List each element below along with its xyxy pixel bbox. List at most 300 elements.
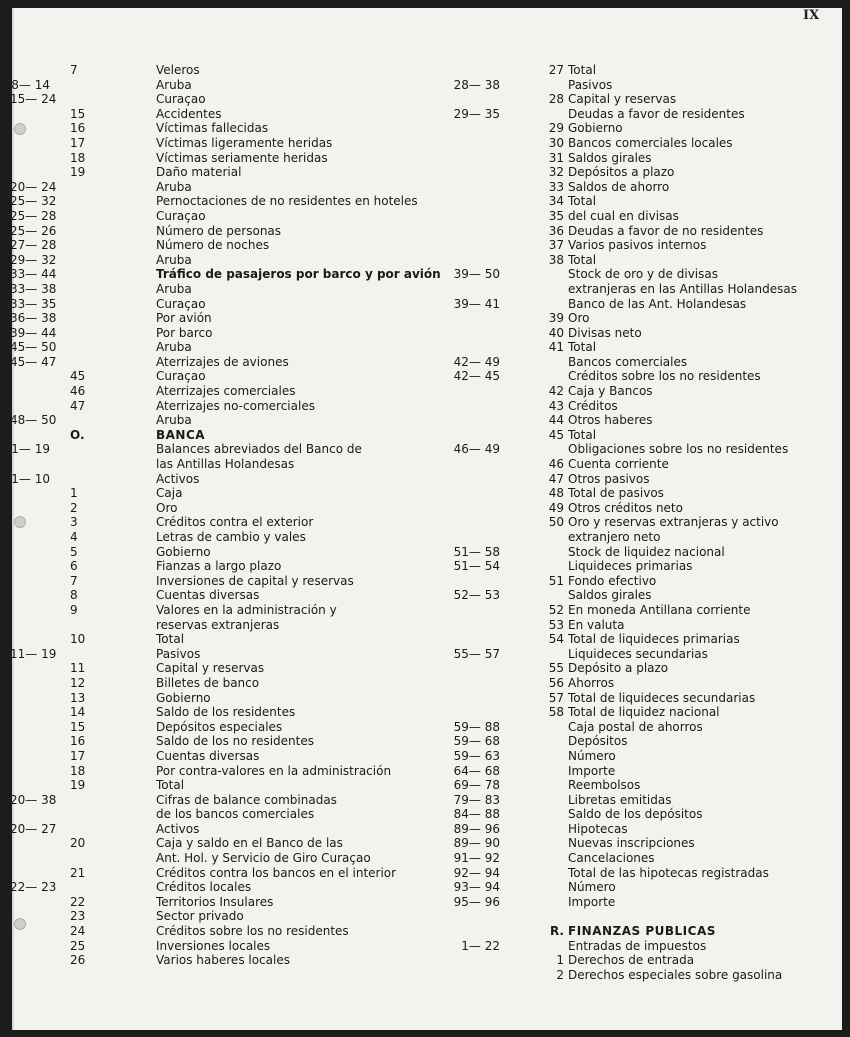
entry-number: 12 bbox=[70, 675, 86, 690]
entry-number: 21 bbox=[70, 865, 86, 880]
index-entry bbox=[10, 107, 450, 122]
entry-label: Aruba bbox=[156, 77, 192, 92]
entry-number: 48 bbox=[548, 486, 564, 501]
entry-label: Liquideces secundarias bbox=[568, 646, 708, 661]
index-entry bbox=[450, 647, 820, 662]
entry-label: Total bbox=[156, 632, 185, 647]
entry-range: 42— 49 bbox=[453, 354, 500, 369]
index-entry bbox=[450, 297, 820, 312]
entry-number: 18 bbox=[70, 763, 86, 778]
index-entry bbox=[450, 676, 820, 691]
entry-label: Inversiones de capital y reservas bbox=[156, 573, 354, 588]
index-entry bbox=[10, 297, 450, 312]
index-entry bbox=[450, 705, 820, 720]
entry-label: Otros pasivos bbox=[568, 471, 650, 486]
entry-label: Depósitos bbox=[568, 734, 628, 749]
index-entry bbox=[10, 194, 450, 209]
index-entry bbox=[450, 384, 820, 399]
entry-range: 27— 28 bbox=[10, 238, 57, 253]
entry-number: 29 bbox=[548, 121, 564, 136]
entry-label: Ant. Hol. y Servicio de Giro Curaçao bbox=[156, 851, 371, 866]
entry-label: Depósitos a plazo bbox=[568, 165, 675, 180]
entry-number: 30 bbox=[548, 135, 564, 150]
index-entry bbox=[450, 413, 820, 428]
index-column-left bbox=[10, 63, 450, 968]
entry-label: Pasivos bbox=[156, 646, 201, 661]
index-entry bbox=[10, 384, 450, 399]
entry-number: 37 bbox=[548, 238, 564, 253]
index-entry bbox=[450, 107, 820, 122]
index-entry bbox=[450, 457, 820, 472]
index-entry bbox=[10, 851, 450, 866]
entry-label: Banco de las Ant. Holandesas bbox=[568, 296, 747, 311]
index-entry bbox=[10, 545, 450, 560]
index-entry bbox=[10, 676, 450, 691]
entry-range: 39— 41 bbox=[453, 296, 500, 311]
index-entry bbox=[10, 224, 450, 239]
entry-number: 1 bbox=[70, 486, 78, 501]
index-entry bbox=[450, 720, 820, 735]
entry-label: Stock de oro y de divisas bbox=[568, 267, 718, 282]
index-entry bbox=[10, 822, 450, 837]
entry-number: 13 bbox=[70, 690, 86, 705]
entry-label: Veleros bbox=[156, 63, 200, 77]
index-entry bbox=[450, 866, 820, 881]
entry-number: 19 bbox=[70, 165, 86, 180]
entry-number: 53 bbox=[548, 617, 564, 632]
entry-label: Total bbox=[568, 63, 597, 77]
entry-number: 4 bbox=[70, 530, 78, 544]
index-entry bbox=[450, 486, 820, 501]
entry-label: Por contra-valores en la administración bbox=[156, 763, 392, 778]
entry-number: 49 bbox=[548, 500, 564, 515]
index-entry bbox=[10, 63, 450, 78]
entry-label: Total bbox=[568, 252, 597, 267]
entry-number: 5 bbox=[70, 544, 78, 559]
entry-label: Aruba bbox=[156, 281, 192, 296]
entry-label: Divisas neto bbox=[568, 325, 642, 340]
index-entry bbox=[450, 880, 820, 895]
entry-range: 84— 88 bbox=[453, 807, 500, 822]
index-entry bbox=[450, 764, 820, 779]
index-entry bbox=[450, 895, 820, 910]
entry-label: Saldos girales bbox=[568, 150, 652, 165]
entry-label: Tráfico de pasajeros por barco y por avión bbox=[156, 267, 441, 282]
index-entry bbox=[450, 121, 820, 136]
entry-number: 41 bbox=[548, 340, 564, 355]
index-entry bbox=[10, 953, 450, 968]
index-entry bbox=[10, 632, 450, 647]
index-entry bbox=[10, 253, 450, 268]
entry-range: 1— 22 bbox=[461, 938, 500, 953]
entry-label: Créditos contra el exterior bbox=[156, 515, 314, 530]
entry-label: Capital y reservas bbox=[568, 92, 677, 107]
entry-label: Deudas a favor de no residentes bbox=[568, 223, 764, 238]
entry-label: Curaçao bbox=[156, 92, 206, 107]
entry-label: Caja bbox=[156, 486, 183, 501]
entry-label: Caja y saldo en el Banco de las bbox=[156, 836, 343, 851]
entry-range: 29— 32 bbox=[10, 252, 57, 267]
entry-label: Importe bbox=[568, 763, 616, 778]
entry-range: 1— 10 bbox=[11, 471, 50, 486]
entry-label: Nuevas inscripciones bbox=[568, 836, 695, 851]
index-entry bbox=[450, 92, 820, 107]
index-entry bbox=[450, 574, 820, 589]
index-entry bbox=[450, 428, 820, 443]
entry-label: Bancos comerciales locales bbox=[568, 135, 733, 150]
entry-number: 9 bbox=[70, 602, 78, 617]
entry-label: Número bbox=[568, 880, 616, 895]
entry-range: 20— 38 bbox=[10, 792, 57, 807]
index-entry bbox=[10, 136, 450, 151]
index-entry bbox=[10, 486, 450, 501]
entry-number: 47 bbox=[548, 471, 564, 486]
entry-label: Saldos girales bbox=[568, 588, 652, 603]
entry-label: Territorios Insulares bbox=[156, 894, 274, 909]
index-entry bbox=[10, 924, 450, 939]
index-entry bbox=[10, 472, 450, 487]
entry-label: Aterrizajes no-comerciales bbox=[156, 398, 315, 413]
index-entry bbox=[10, 559, 450, 574]
entry-range: 51— 58 bbox=[453, 544, 500, 559]
entry-range: 89— 96 bbox=[453, 821, 500, 836]
entry-number: 45 bbox=[548, 427, 564, 442]
index-entry bbox=[10, 282, 450, 297]
entry-number: 46 bbox=[70, 384, 86, 399]
entry-label: Pasivos bbox=[568, 77, 613, 92]
entry-label: Letras de cambio y vales bbox=[156, 530, 306, 544]
index-entry bbox=[450, 63, 820, 78]
index-entry bbox=[10, 909, 450, 924]
entry-label: Curaçao bbox=[156, 369, 206, 384]
index-entry bbox=[450, 442, 820, 457]
entry-number: O. bbox=[70, 427, 85, 442]
entry-label: Stock de liquidez nacional bbox=[568, 544, 725, 559]
entry-number: 23 bbox=[70, 909, 86, 924]
index-entry bbox=[10, 369, 450, 384]
entry-label: Créditos bbox=[568, 398, 618, 413]
entry-label: Fondo efectivo bbox=[568, 573, 657, 588]
index-entry bbox=[450, 340, 820, 355]
index-entry bbox=[10, 457, 450, 472]
entry-range: 8— 14 bbox=[11, 77, 50, 92]
index-entry bbox=[450, 588, 820, 603]
entry-label: Balances abreviados del Banco de bbox=[156, 442, 362, 457]
index-entry bbox=[450, 311, 820, 326]
entry-label: Créditos locales bbox=[156, 880, 252, 895]
entry-number: 51 bbox=[548, 573, 564, 588]
entry-range: 93— 94 bbox=[453, 880, 500, 895]
section-heading bbox=[450, 924, 820, 939]
entry-number: 11 bbox=[70, 661, 86, 676]
entry-range: 59— 63 bbox=[453, 748, 500, 763]
entry-label: FINANZAS PUBLICAS bbox=[568, 924, 716, 939]
entry-label: Aterrizajes comerciales bbox=[156, 384, 296, 399]
entry-label: Derechos de entrada bbox=[568, 953, 695, 968]
index-entry bbox=[10, 311, 450, 326]
index-entry bbox=[10, 151, 450, 166]
entry-number: 55 bbox=[548, 661, 564, 676]
entry-label: Libretas emitidas bbox=[568, 792, 672, 807]
entry-label: Cuenta corriente bbox=[568, 457, 669, 472]
index-entry bbox=[450, 326, 820, 341]
entry-label: Oro bbox=[568, 311, 590, 326]
index-entry bbox=[450, 399, 820, 414]
index-entry bbox=[10, 413, 450, 428]
entry-range: 59— 88 bbox=[453, 719, 500, 734]
entry-range: 51— 54 bbox=[453, 559, 500, 574]
entry-number: 35 bbox=[548, 208, 564, 223]
index-entry bbox=[10, 866, 450, 881]
entry-number: 27 bbox=[548, 63, 564, 77]
index-entry bbox=[450, 939, 820, 954]
entry-range: 95— 96 bbox=[453, 894, 500, 909]
entry-label: Deudas a favor de residentes bbox=[568, 106, 745, 121]
entry-label: Aruba bbox=[156, 413, 192, 428]
entry-range: 55— 57 bbox=[453, 646, 500, 661]
entry-label: En moneda Antillana corriente bbox=[568, 602, 751, 617]
entry-range: 33— 35 bbox=[10, 296, 57, 311]
entry-label: Aruba bbox=[156, 340, 192, 355]
entry-number: 18 bbox=[70, 150, 86, 165]
entry-number: 7 bbox=[70, 63, 78, 77]
entry-number: 6 bbox=[70, 559, 78, 574]
index-entry bbox=[10, 340, 450, 355]
entry-number: 42 bbox=[548, 384, 564, 399]
entry-label: Total bbox=[568, 194, 597, 209]
index-entry bbox=[450, 194, 820, 209]
index-entry bbox=[450, 369, 820, 384]
entry-label: Pernoctaciones de no residentes en hoteles bbox=[156, 194, 418, 209]
index-entry bbox=[10, 78, 450, 93]
index-entry bbox=[450, 793, 820, 808]
index-entry bbox=[10, 691, 450, 706]
entry-number: 32 bbox=[548, 165, 564, 180]
entry-label: Cancelaciones bbox=[568, 851, 655, 866]
entry-label: Total de liquidez nacional bbox=[568, 705, 720, 720]
entry-range: 20— 24 bbox=[10, 179, 57, 194]
entry-label: En valuta bbox=[568, 617, 625, 632]
index-entry bbox=[10, 720, 450, 735]
entry-number: 50 bbox=[548, 515, 564, 530]
entry-range: 33— 44 bbox=[10, 267, 57, 282]
entry-number: 14 bbox=[70, 705, 86, 720]
entry-number: 43 bbox=[548, 398, 564, 413]
entry-range: 29— 35 bbox=[453, 106, 500, 121]
entry-label: Total bbox=[568, 427, 597, 442]
entry-number: 25 bbox=[70, 938, 86, 953]
entry-label: Total bbox=[156, 778, 185, 793]
entry-label: Número bbox=[568, 748, 616, 763]
index-entry bbox=[450, 836, 820, 851]
index-entry bbox=[450, 807, 820, 822]
entry-number: 45 bbox=[70, 369, 86, 384]
index-entry bbox=[10, 778, 450, 793]
entry-number: 56 bbox=[548, 675, 564, 690]
index-entry bbox=[10, 895, 450, 910]
entry-label: Número de noches bbox=[156, 238, 270, 253]
entry-number: 46 bbox=[548, 457, 564, 472]
entry-label: Curaçao bbox=[156, 208, 206, 223]
index-entry bbox=[10, 734, 450, 749]
entry-label: Créditos sobre los no residentes bbox=[156, 924, 349, 939]
entry-label: las Antillas Holandesas bbox=[156, 457, 295, 472]
entry-label: Derechos especiales sobre gasolina bbox=[568, 967, 783, 982]
index-entry bbox=[450, 282, 820, 297]
index-entry bbox=[10, 939, 450, 954]
entry-range: 25— 26 bbox=[10, 223, 57, 238]
entry-label: BANCA bbox=[156, 427, 206, 442]
entry-label: Curaçao bbox=[156, 296, 206, 311]
entry-label: Billetes de banco bbox=[156, 675, 260, 690]
index-entry bbox=[450, 545, 820, 560]
entry-label: Gobierno bbox=[156, 690, 211, 705]
index-entry bbox=[450, 953, 820, 968]
entry-label: Saldo de los depósitos bbox=[568, 807, 703, 822]
entry-range: 42— 45 bbox=[453, 369, 500, 384]
entry-range: 91— 92 bbox=[453, 851, 500, 866]
entry-range: 33— 38 bbox=[10, 281, 57, 296]
entry-number: 24 bbox=[70, 924, 86, 939]
page-number: IX bbox=[803, 8, 820, 23]
section-heading bbox=[10, 428, 450, 443]
index-entry bbox=[450, 603, 820, 618]
entry-label: Total de pasivos bbox=[568, 486, 664, 501]
entry-number: 3 bbox=[70, 515, 78, 530]
entry-number: 31 bbox=[548, 150, 564, 165]
entry-range: 79— 83 bbox=[453, 792, 500, 807]
index-entry bbox=[450, 559, 820, 574]
entry-number: 40 bbox=[548, 325, 564, 340]
entry-label: Víctimas fallecidas bbox=[156, 121, 269, 136]
entry-range: 28— 38 bbox=[453, 77, 500, 92]
entry-number: 47 bbox=[70, 398, 86, 413]
index-entry bbox=[10, 92, 450, 107]
entry-range: 89— 90 bbox=[453, 836, 500, 851]
entry-label: del cual en divisas bbox=[568, 208, 679, 223]
entry-label: Saldo de los residentes bbox=[156, 705, 296, 720]
index-entry bbox=[450, 734, 820, 749]
entry-range: 36— 38 bbox=[10, 311, 57, 326]
entry-label: Importe bbox=[568, 894, 616, 909]
entry-label: Víctimas ligeramente heridas bbox=[156, 135, 333, 150]
entry-range: 46— 49 bbox=[453, 442, 500, 457]
entry-number: 2 bbox=[70, 500, 78, 515]
entry-label: Por barco bbox=[156, 325, 213, 340]
entry-number: 22 bbox=[70, 894, 86, 909]
index-entry bbox=[10, 647, 450, 662]
entry-label: Ahorros bbox=[568, 675, 615, 690]
entry-number: 15 bbox=[70, 719, 86, 734]
index-entry bbox=[10, 764, 450, 779]
index-entry bbox=[10, 165, 450, 180]
entry-label: Depósito a plazo bbox=[568, 661, 669, 676]
index-entry bbox=[450, 778, 820, 793]
index-entry bbox=[10, 661, 450, 676]
entry-range: 69— 78 bbox=[453, 778, 500, 793]
index-entry bbox=[450, 822, 820, 837]
index-entry bbox=[450, 253, 820, 268]
entry-number: 39 bbox=[548, 311, 564, 326]
entry-range: 92— 94 bbox=[453, 865, 500, 880]
index-entry bbox=[450, 472, 820, 487]
entry-label: Varios pasivos internos bbox=[568, 238, 707, 253]
index-entry bbox=[450, 632, 820, 647]
index-entry bbox=[450, 909, 820, 924]
entry-number: 54 bbox=[548, 632, 564, 647]
index-entry bbox=[10, 880, 450, 895]
index-entry bbox=[450, 691, 820, 706]
index-entry bbox=[450, 968, 820, 983]
index-entry bbox=[10, 238, 450, 253]
index-entry bbox=[10, 515, 450, 530]
entry-range: 64— 68 bbox=[453, 763, 500, 778]
index-entry bbox=[450, 151, 820, 166]
index-entry bbox=[450, 515, 820, 530]
index-entry bbox=[10, 603, 450, 618]
entry-label: Cuentas diversas bbox=[156, 588, 260, 603]
entry-label: Caja y Bancos bbox=[568, 384, 653, 399]
entry-label: Número de personas bbox=[156, 223, 282, 238]
entry-label: Otros créditos neto bbox=[568, 500, 683, 515]
entry-label: Saldo de los no residentes bbox=[156, 734, 314, 749]
entry-label: de los bancos comerciales bbox=[156, 807, 315, 822]
entry-range: 1— 19 bbox=[11, 442, 50, 457]
entry-number: 10 bbox=[70, 632, 86, 647]
index-entry bbox=[450, 224, 820, 239]
entry-number: 38 bbox=[548, 252, 564, 267]
entry-range: 25— 28 bbox=[10, 208, 57, 223]
index-entry bbox=[450, 136, 820, 151]
entry-label: Total de las hipotecas registradas bbox=[568, 865, 769, 880]
entry-label: Cuentas diversas bbox=[156, 748, 260, 763]
entry-label: reservas extranjeras bbox=[156, 617, 280, 632]
entry-label: Obligaciones sobre los no residentes bbox=[568, 442, 789, 457]
entry-number: 19 bbox=[70, 778, 86, 793]
entry-label: Caja postal de ahorros bbox=[568, 719, 703, 734]
entry-label: Capital y reservas bbox=[156, 661, 265, 676]
entry-range: 48— 50 bbox=[10, 413, 57, 428]
entry-range: 39— 50 bbox=[453, 267, 500, 282]
index-entry bbox=[10, 209, 450, 224]
entry-label: Hipotecas bbox=[568, 821, 628, 836]
index-entry bbox=[450, 661, 820, 676]
entry-label: extranjero neto bbox=[568, 530, 661, 544]
entry-number: 16 bbox=[70, 734, 86, 749]
entry-label: Oro bbox=[156, 500, 178, 515]
entry-number: 16 bbox=[70, 121, 86, 136]
entry-range: 20— 27 bbox=[10, 821, 57, 836]
entry-label: Activos bbox=[156, 821, 200, 836]
entry-label: Sector privado bbox=[156, 909, 244, 924]
entry-label: Reembolsos bbox=[568, 778, 641, 793]
index-entry bbox=[450, 749, 820, 764]
entry-range: 59— 68 bbox=[453, 734, 500, 749]
entry-number: 44 bbox=[548, 413, 564, 428]
index-entry bbox=[10, 267, 450, 282]
index-entry bbox=[10, 705, 450, 720]
index-entry bbox=[10, 180, 450, 195]
index-entry bbox=[10, 326, 450, 341]
entry-label: Gobierno bbox=[568, 121, 623, 136]
index-entry bbox=[450, 501, 820, 516]
entry-range: 39— 44 bbox=[10, 325, 57, 340]
entry-number: 52 bbox=[548, 602, 564, 617]
entry-number: 26 bbox=[70, 953, 86, 968]
entry-number: 7 bbox=[70, 573, 78, 588]
index-entry bbox=[450, 530, 820, 545]
entry-label: Créditos contra los bancos en el interior bbox=[156, 865, 397, 880]
